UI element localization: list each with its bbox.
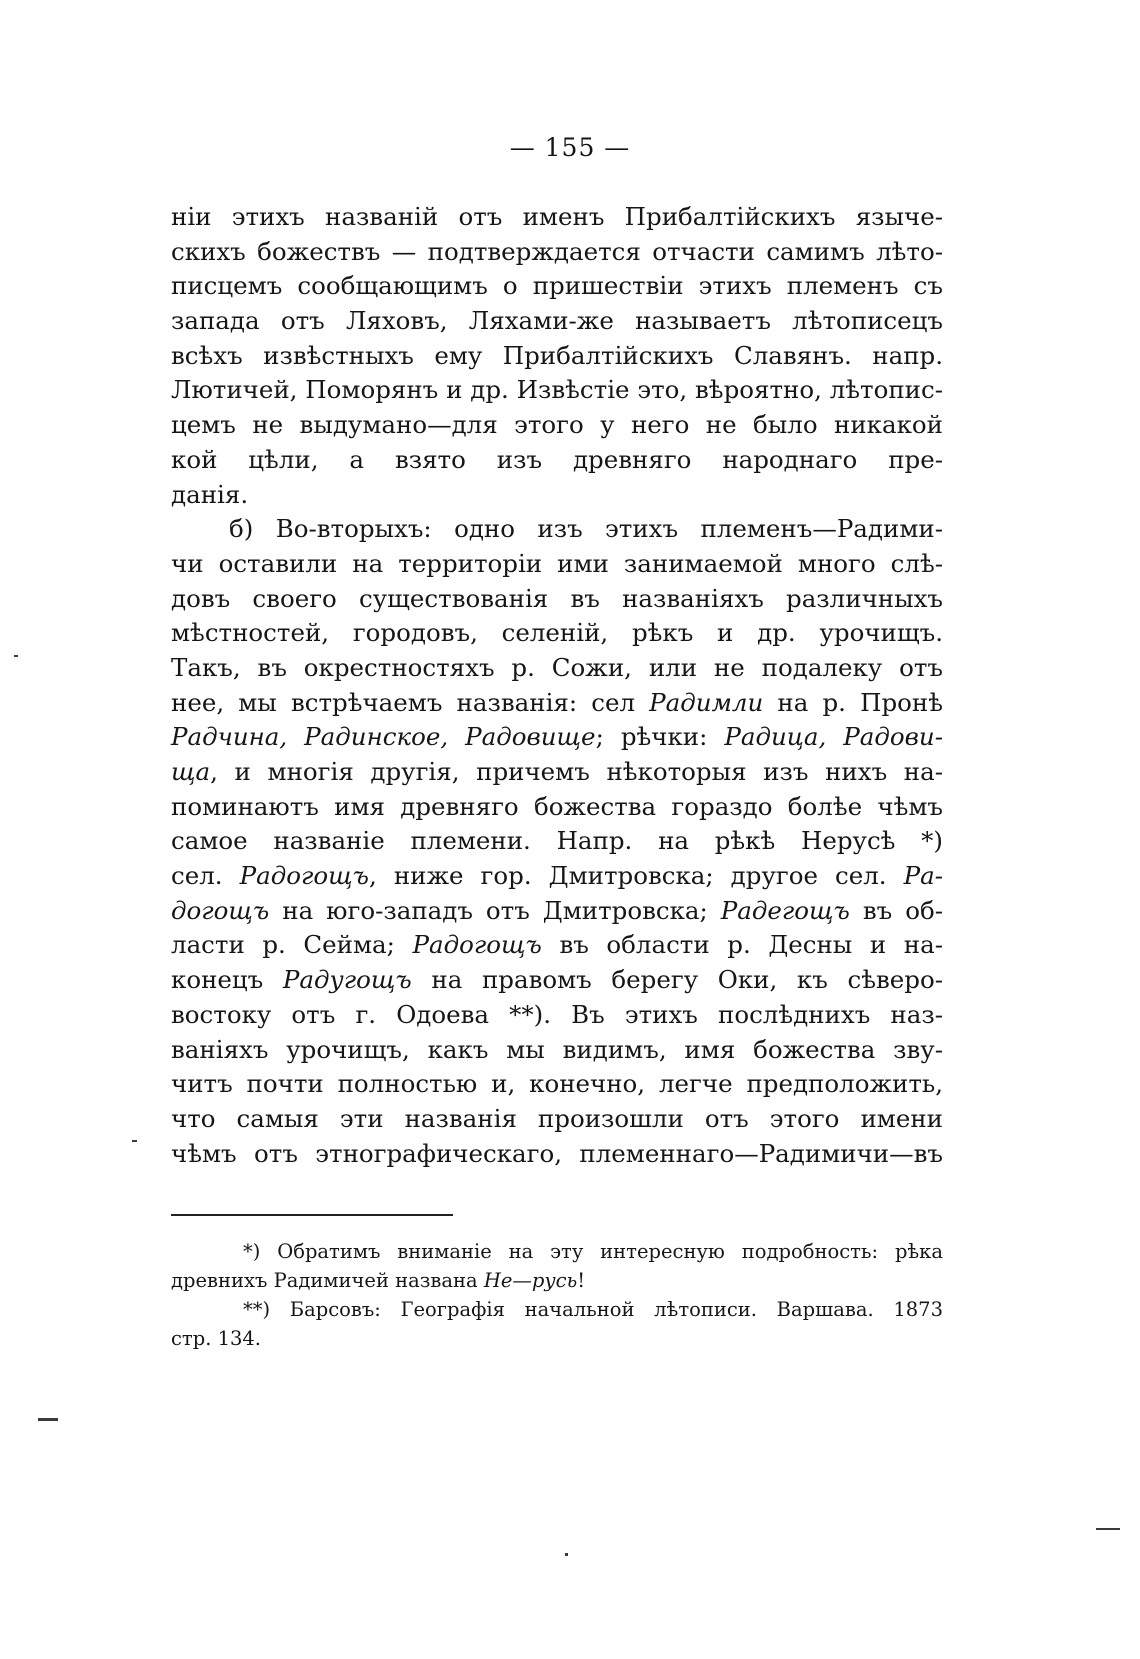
body-text-line — [171, 1067, 943, 1102]
body-text-line — [171, 478, 943, 513]
body-text-line — [171, 963, 943, 998]
text-run: ; рѣчки: — [595, 722, 725, 752]
text-run: довъ своего существованiя въ названiяхъ различныхъ — [171, 583, 943, 613]
body-text-line — [171, 1102, 943, 1137]
text-run: сел. — [171, 861, 240, 891]
text-run: стр. 134. — [171, 1327, 262, 1350]
italic-text: Не—русь — [483, 1269, 578, 1292]
italic-text: догощъ — [171, 895, 270, 925]
body-text-line — [171, 928, 943, 963]
footnote-line — [171, 1295, 943, 1324]
italic-text: Радугощъ — [282, 965, 412, 995]
text-run: Лютичей, Поморянъ и др. Извѣстiе это, вѣроятно, лѣтопис- — [171, 375, 943, 405]
text-run: скихъ божествъ — подтверждается отчасти самимъ лѣто- — [171, 236, 943, 266]
body-text-line — [171, 1137, 943, 1172]
text-run: , и многiя другiя, причемъ нѣкоторыя изъ нихъ на- — [210, 757, 943, 786]
text-run: нее, мы встрѣчаемъ названiя: сел — [171, 687, 650, 717]
scan-mark — [1096, 1528, 1120, 1530]
text-run: поминаютъ имя древняго божества гораздо болѣе чѣмъ — [171, 791, 943, 821]
italic-text: Ра- — [903, 861, 943, 891]
text-run: востоку отъ г. Одоева **). Въ этихъ послѣднихъ наз- — [171, 999, 943, 1029]
body-text-line — [171, 547, 943, 582]
italic-text: Радица, Радови- — [724, 722, 943, 752]
body-text-line — [171, 651, 943, 686]
body-text-line — [171, 686, 943, 721]
italic-text: ща — [171, 757, 211, 786]
footnote-line — [171, 1324, 943, 1353]
body-text — [171, 200, 943, 1171]
text-run: кой цѣли, а взято изъ древняго народнаго пре- — [171, 444, 943, 474]
body-text-line — [171, 998, 943, 1033]
body-text-line — [171, 200, 943, 235]
body-text-line — [171, 1033, 943, 1068]
text-run: конецъ — [171, 965, 283, 995]
italic-text: Радогощъ — [239, 861, 369, 891]
text-run: ласти р. Сейма; — [171, 930, 413, 960]
text-run: запада отъ Ляховъ, Ляхами-же называетъ лѣтописецъ — [171, 306, 943, 336]
body-text-line — [171, 790, 943, 825]
text-run: писцемъ сообщающимъ о пришествiи этихъ племенъ съ — [171, 271, 943, 301]
body-text-line — [171, 269, 943, 304]
italic-text: Радимли — [649, 687, 764, 717]
body-text-line — [171, 894, 943, 929]
body-text-line — [171, 512, 943, 547]
body-text-line — [171, 235, 943, 270]
italic-text: Радогощъ — [412, 930, 542, 960]
text-run: *) Обратимъ вниманiе на эту интересную подробность: рѣка — [243, 1240, 943, 1263]
footnote-separator — [171, 1214, 453, 1216]
body-text-line — [171, 408, 943, 443]
text-run: на юго-западъ отъ Дмитровска; — [269, 895, 721, 925]
text-run: ! — [577, 1269, 586, 1292]
scan-mark — [14, 655, 18, 657]
text-run: въ области р. Десны и на- — [541, 930, 943, 960]
body-text-line — [171, 720, 943, 755]
body-text-line — [171, 616, 943, 651]
text-run: въ об- — [849, 895, 943, 925]
text-run: данiя. — [171, 479, 249, 509]
footnotes — [171, 1237, 943, 1353]
body-text-line — [171, 443, 943, 478]
scan-mark — [565, 1553, 568, 1556]
text-run: самое названiе племени. Напр. на рѣкѣ Нерусѣ *) — [171, 826, 943, 856]
text-run: ванiяхъ урочищъ, какъ мы видимъ, имя божества зву- — [171, 1034, 943, 1064]
body-text-line — [171, 824, 943, 859]
text-run: нiи этихъ названiй отъ именъ Прибалтiйскихъ языче- — [171, 202, 943, 231]
text-run: древнихъ Радимичей названа — [171, 1269, 484, 1292]
text-run: читъ почти полностью и, конечно, легче предположить, — [171, 1069, 943, 1099]
page-number: — 155 — — [509, 133, 631, 162]
body-text-line — [171, 755, 943, 790]
text-run: цемъ не выдумано—для этого у него не было никакой — [171, 410, 943, 440]
text-run: на правомъ берегу Оки, къ сѣверо- — [411, 965, 943, 995]
body-text-line — [171, 373, 943, 408]
text-run: чѣмъ отъ этнографическаго, племеннаго—Радимичи—въ — [171, 1138, 943, 1168]
text-run: б) Во-вторыхъ: одно изъ этихъ племенъ—Радими- — [229, 514, 943, 544]
text-run: всѣхъ извѣстныхъ ему Прибалтiйскихъ Славянъ. напр. — [171, 340, 943, 370]
body-text-line — [171, 304, 943, 339]
text-run: чи оставили на территорiи ими занимаемой много слѣ- — [171, 548, 943, 578]
italic-text: Радегощъ — [720, 895, 850, 925]
footnote-line — [171, 1266, 943, 1295]
scan-mark — [38, 1418, 58, 1421]
body-text-line — [171, 582, 943, 617]
text-run: **) Барсовъ: Географiя начальной лѣтописи. Варшава. 1873 — [243, 1298, 943, 1321]
text-run: мѣстностей, городовъ, селенiй, рѣкъ и др. урочищъ. — [171, 618, 943, 648]
text-run: , ниже гор. Дмитровска; другое сел. — [368, 861, 904, 891]
text-run: на р. Пронѣ — [763, 687, 943, 717]
text-run: что самыя эти названiя произошли отъ этого имени — [171, 1103, 943, 1133]
italic-text: Радчина, Радинское, Радовище — [171, 722, 596, 752]
body-text-line — [171, 339, 943, 374]
footnote-line — [171, 1237, 943, 1266]
text-run: Такъ, въ окрестностяхъ р. Сожи, или не подалеку отъ — [171, 652, 943, 682]
body-text-line — [171, 859, 943, 894]
scan-mark — [132, 1140, 137, 1142]
